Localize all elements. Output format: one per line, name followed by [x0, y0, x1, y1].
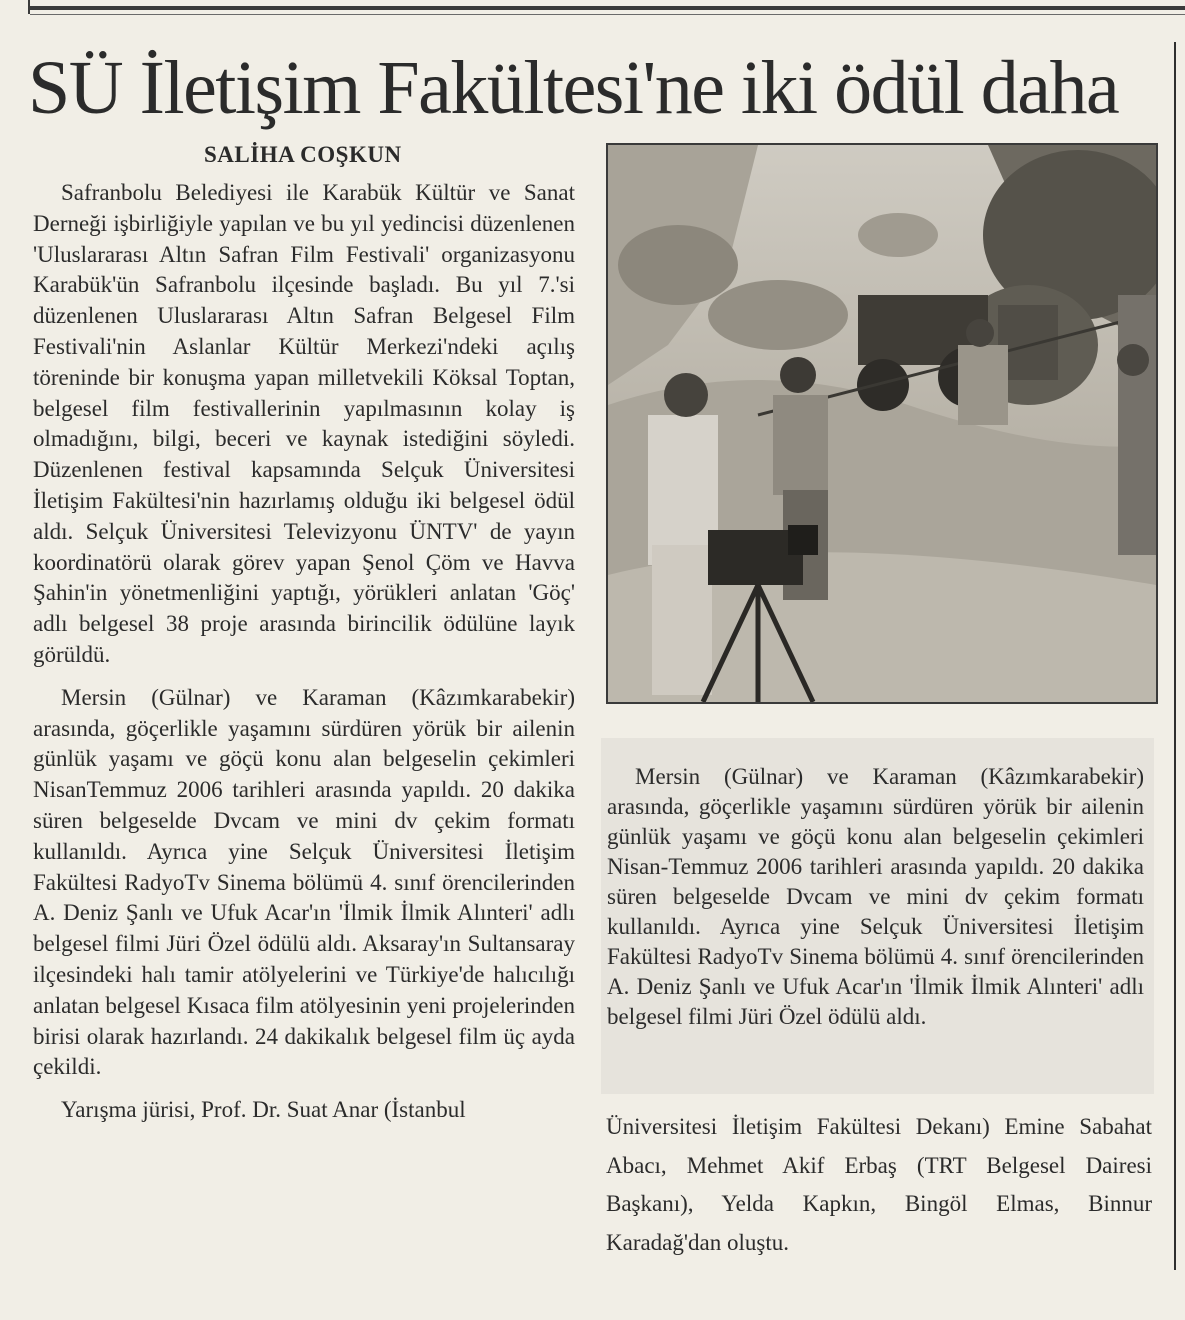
article-photo	[606, 143, 1158, 704]
highlight-box-text: Mersin (Gülnar) ve Karaman (Kâzımkarabekir) arasında, göçerlikle yaşamını sürdüren yörük bir ailenin günlük yaşamı ve göçü konu alan belgeselin çekimleri Nisan-Temmuz 2006 tarihleri arasında yapıldı. 20 dakika süren belgeselde Dvcam ve mini dv çekim formatı kullanıldı. Ayrıca yine Selçuk Üniversitesi İletişim Fakültesi RadyoTv Sinema bölümü 4. sınıf örencilerinden A. Deniz Şanlı ve Ufuk Acar'ın 'İlmik İlmik Alınteri' adlı belgesel filmi Jüri Özel ödülü aldı.	[607, 764, 1144, 1029]
article-headline: SÜ İletişim Fakültesi'ne iki ödül daha	[28, 46, 1119, 130]
top-border-thin-rule	[30, 14, 1185, 15]
right-text-continuation	[606, 1108, 1152, 1262]
article-paragraph-3: Yarışma jürisi, Prof. Dr. Suat Anar (İstanbul	[61, 1097, 466, 1123]
left-text-column	[33, 178, 575, 1126]
article-paragraph-2: Mersin (Gülnar) ve Karaman (Kâzımkarabekir) arasında, göçerlikle yaşamını sürdüren yörük bir ailenin günlük yaşamı ve göçü konu alan belgeselin çekimleri NisanTemmuz 2006 tarihleri arasında yapıldı. 20 dakika süren belgeselde Dvcam ve mini dv çekim formatı kullanıldı. Ayrıca yine Selçuk Üniversitesi İletişim Fakültesi RadyoTv Sinema bölümü 4. sınıf örencilerinden A. Deniz Şanlı ve Ufuk Acar'ın 'İlmik İlmik Alınteri' adlı belgesel filmi Jüri Özel ödülü aldı. Aksaray'ın Sultansaray ilçesindeki halı tamir atölyelerini ve Türkiye'de halıcılığı anlatan belgesel Kısaca film atölyesinin yeni projelerinden birisi olarak hazırlandı. 24 dakikalık belgesel film üç ayda çekildi.	[33, 684, 575, 1080]
left-corner-rule	[28, 0, 30, 14]
article-continuation: Üniversitesi İletişim Fakültesi Dekanı) Emine Sabahat Abacı, Mehmet Akif Erbaş (TRT Belgesel Dairesi Başkanı), Yelda Kapkın, Bingöl Elmas, Binnur Karadağ'dan oluştu.	[606, 1114, 1152, 1255]
column-divider-rule	[1174, 42, 1176, 1270]
top-border-rule	[30, 6, 1185, 10]
article-byline: SALİHA COŞKUN	[204, 142, 402, 167]
highlight-box	[601, 738, 1154, 1094]
article-paragraph-1: Safranbolu Belediyesi ile Karabük Kültür ve Sanat Derneği işbirliğiyle yapılan ve bu yıl yedincisi düzenlenen 'Uluslararası Altın Safran Film Festivali' organizasyonu Karabük'ün Safranbolu ilçesinde başladı. Bu yıl 7.'si düzenlenen Uluslararası Altın Safran Belgesel Film Festivali'nin Aslanlar Kültür Merkezi'ndeki açılış töreninde bir konuşma yapan milletvekili Köksal Toptan, belgesel film festivallerinin yapılmasının kolay iş olmadığını, bilgi, beceri ve kaynak istediğini söyledi. Düzenlenen festival kapsamında Selçuk Üniversitesi İletişim Fakültesi'nin hazırlamış olduğu iki belgesel ödül aldı. Selçuk Üniversitesi Televizyonu ÜNTV' de yayın koordinatörü olarak görev yapan Şenol Çöm ve Havva Şahin'in yönetmenliğini yaptığı, yörükleri anlatan 'Göç' adlı belgesel 38 proje arasında birincilik ödülüne layık görüldü.	[33, 180, 575, 667]
